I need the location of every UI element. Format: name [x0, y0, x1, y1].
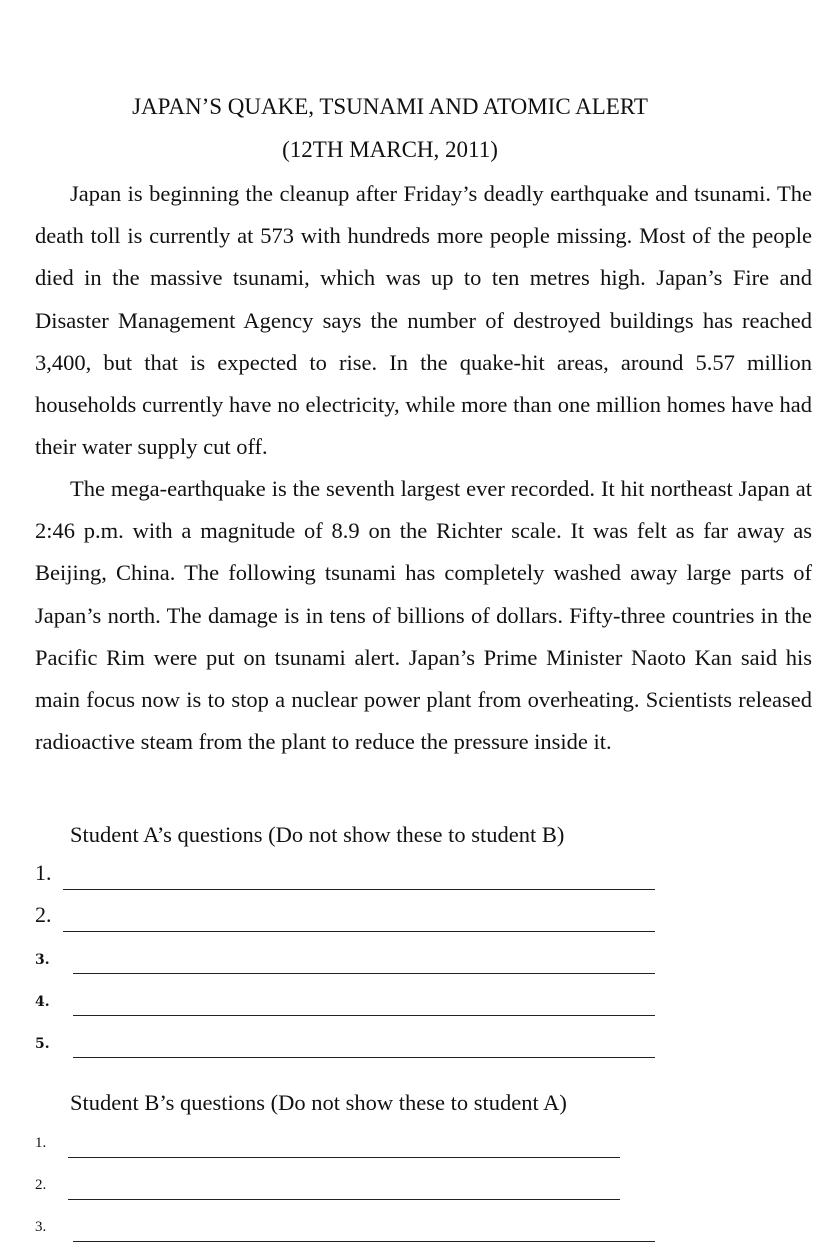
question-number: 5. — [35, 1036, 50, 1052]
answer-line[interactable] — [73, 1015, 655, 1016]
student-b-question-2[interactable] — [35, 1170, 675, 1200]
question-number: 1. — [35, 860, 52, 885]
student-a-question-3[interactable] — [35, 944, 675, 974]
student-a-heading: Student A’s questions (Do not show these to student B) — [70, 822, 565, 847]
answer-line[interactable] — [73, 1241, 655, 1242]
answer-line[interactable] — [63, 931, 655, 932]
document-title: JAPAN’S QUAKE, TSUNAMI AND ATOMIC ALERT — [132, 94, 648, 119]
answer-line[interactable] — [73, 973, 655, 974]
question-number: 4. — [35, 994, 50, 1010]
document-date: (12TH MARCH, 2011) — [282, 137, 498, 162]
question-number: 2. — [35, 1177, 47, 1193]
student-a-question-1[interactable] — [35, 860, 675, 890]
student-b-question-3[interactable] — [35, 1212, 675, 1242]
student-b-heading: Student B’s questions (Do not show these to student A) — [70, 1090, 567, 1115]
question-number: 3. — [35, 1219, 47, 1235]
answer-line[interactable] — [68, 1157, 620, 1158]
question-number: 2. — [35, 902, 52, 927]
student-a-question-2[interactable] — [35, 902, 675, 932]
answer-line[interactable] — [68, 1199, 620, 1200]
student-a-question-4[interactable] — [35, 986, 675, 1016]
answer-line[interactable] — [63, 889, 655, 890]
article-paragraph-1: Japan is beginning the cleanup after Friday’s deadly earthquake and tsunami. The death toll is currently at 573 with hundreds more people missing. Most of the people died in the massive tsunami, which was up to ten metres high. Japan’s Fire and Disaster Management Agency says the number of destroyed buildings has reached 3,400, but that is expected to rise. In the quake-hit areas, around 5.57 million households currently have no electricity, while more than one million homes have had their water supply cut off. — [35, 181, 812, 460]
article-paragraph-2: The mega-earthquake is the seventh largest ever recorded. It hit northeast Japan at 2:46 p.m. with a magnitude of 8.9 on the Richter scale. It was felt as far away as Beijing, China. The following tsunami has completely washed away large parts of Japan’s north. The damage is in tens of billions of dollars. Fifty-three countries in the Pacific Rim were put on tsunami alert. Japan’s Prime Minister Naoto Kan said his main focus now is to stop a nuclear power plant from overheating. Scientists released radioactive steam from the plant to reduce the pressure inside it. — [35, 476, 812, 755]
student-a-question-5[interactable] — [35, 1028, 675, 1058]
student-b-question-1[interactable] — [35, 1128, 675, 1158]
answer-line[interactable] — [73, 1057, 655, 1058]
question-number: 1. — [35, 1135, 47, 1151]
question-number: 3. — [35, 952, 50, 968]
